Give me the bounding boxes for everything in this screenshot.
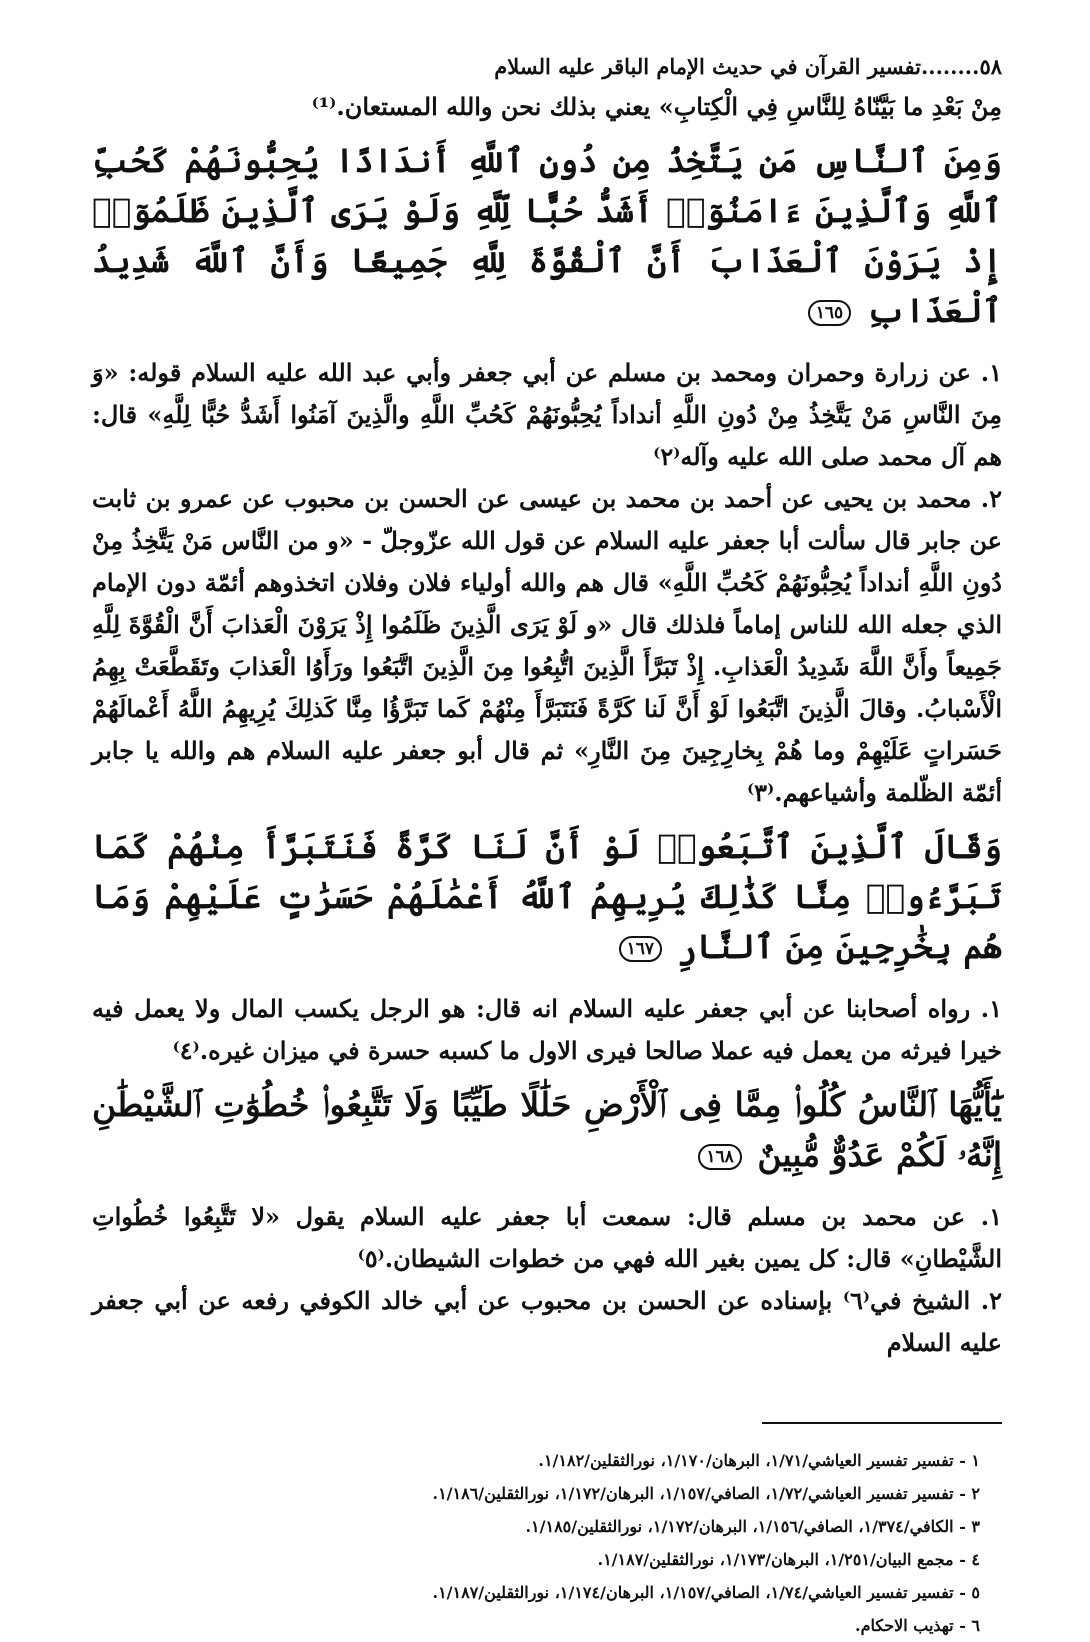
verse-number: ١٦٨ xyxy=(698,1144,741,1170)
hadith-paragraph: ١. عن زرارة وحمران ومحمد بن مسلم عن أبي جعفر وأبي عبد الله عليه السلام قوله: «وَ مِنَ النَّاسِ مَنْ يَتَّخِذُ مِنْ دُونِ اللَّهِ أنداداً يُحِبُّونَهُمْ كَحُبِّ اللَّهِ والَّذِينَ آمَنُوا أَشَدُّ حُبًّا لِلَّهِ» قال: هم آل محمد صلى الله عليه وآله⁽٢⁾ xyxy=(92,358,1002,471)
verse-number: ١٦٥ xyxy=(808,300,851,326)
footnote: ٤ - مجمع البيان/١/٢٥١، البرهان/١/١٧٣، نورالثقلين/١/١٨٧. xyxy=(597,1550,980,1569)
running-title: ٥٨........تفسير القرآن في حديث الإمام الباقر عليه السلام xyxy=(494,54,1002,79)
footnote: ٦ - تهذيب الاحكام. xyxy=(855,1616,980,1635)
verse-text: يَٰٓأَيُّهَا ٱلنَّاسُ كُلُوا۟ مِمَّا فِى ٱلْأَرْضِ حَلَٰلًا طَيِّبًا وَلَا تَتَّبِعُوا۟ خُطُوَٰتِ ٱلشَّيْطَٰنِ إِنَّهُۥ لَكُمْ عَدُوٌّ مُّبِينٌ xyxy=(92,1085,1002,1174)
running-header xyxy=(92,52,1002,82)
hadith-paragraph: ٢. محمد بن يحيى عن أحمد بن محمد بن عيسى عن الحسن بن محبوب عن عمرو بن ثابت عن جابر قال سألت أبا جعفر عليه السلام عن قول الله عزّوجلّ - «و من النَّاس مَنْ يَتَّخِذُ مِنْ دُونِ اللَّهِ أنداداً يُحِبُّونَهُمْ كَحُبِّ اللَّهِ» قال هم والله أولياء فلان وفلان اتخذوهم أئمّة دون الإمام الذي جعله الله للناس إماماً فلذلك قال «و لَوْ يَرَى الَّذِينَ ظَلَمُوا إِذْ يَرَوْنَ الْعَذابَ أَنَّ الْقُوَّةَ لِلَّهِ جَمِيعاً وأَنَّ اللَّهَ شَدِيدُ الْعَذابِ. إِذْ تَبَرَّأَ الَّذِينَ اتُّبِعُوا مِنَ الَّذِينَ اتَّبَعُوا ورَأَوُا الْعَذابَ وتَقَطَّعَتْ بِهِمُ الْأَسْبابُ. وقالَ الَّذِينَ اتَّبَعُوا لَوْ أَنَّ لَنا كَرَّةً فَنَتَبَرَّأَ مِنْهُمْ كَما تَبَرَّؤُا مِنَّا كَذلِكَ يُرِيهِمُ اللَّهُ أَعْمالَهُمْ حَسَراتٍ عَلَيْهِمْ وما هُمْ بِخارِجِينَ مِنَ النَّارِ» ثم قال أبو جعفر عليه السلام هم والله يا جابر أئمّة الظّلمة وأشياعهم.⁽٣⁾ xyxy=(92,484,1003,807)
intro-text: مِنْ بَعْدِ ما بَيَّنّاهُ لِلنَّاسِ فِي الْكِتابِ» يعني بذلك نحن والله المستعان.⁽¹⁾ xyxy=(311,92,1002,121)
quran-verse-165 xyxy=(92,136,1002,336)
footnote: ٢ - تفسير تفسير العياشي/١/٧٢، الصافي/١/١٥٧، البرهان/١/١٧٢، نورالثقلين/١/١٨٦. xyxy=(432,1484,980,1503)
quran-verse-167 xyxy=(92,822,1002,972)
hadith-paragraph: ١. عن محمد بن مسلم قال: سمعت أبا جعفر عليه السلام يقول «لا تَتَّبِعُوا خُطُواتِ الشَّيْطانِ» قال: كل يمين بغير الله فهي من خطوات الشيطان.⁽٥⁾ xyxy=(92,1202,1002,1273)
verse-number: ١٦٧ xyxy=(619,936,662,962)
footnote: ٥ - تفسير تفسير العياشي/١/٧٤، الصافي/١/١٥٧، البرهان/١/١٧٤، نورالثقلين/١/١٨٧. xyxy=(432,1583,980,1602)
hadith-paragraph: ١. رواه أصحابنا عن أبي جعفر عليه السلام انه قال: هو الرجل يكسب المال ولا يعمل فيه خيرا فيرثه من يعمل فيه عملا صالحا فيرى الاول ما كسبه حسرة في ميزان غيره.⁽٤⁾ xyxy=(92,994,1002,1065)
verse-text: وَمِنَ ٱلنَّاسِ مَن يَتَّخِذُ مِن دُونِ ٱللَّهِ أَندَادًا يُحِبُّونَهُمْ كَحُبِّ ٱللَّهِ وَٱلَّذِينَ ءَامَنُوٓا۟ أَشَدُّ حُبًّا لِّلَّهِ وَلَوْ يَرَى ٱلَّذِينَ ظَلَمُوٓا۟ إِذْ يَرَوْنَ ٱلْعَذَابَ أَنَّ ٱلْقُوَّةَ لِلَّهِ جَمِيعًا وَأَنَّ ٱللَّهَ شَدِيدُ ٱلْعَذَابِ xyxy=(92,141,1002,330)
footnote: ٣ - الكافي/١/٣٧٤، الصافي/١/١٥٦، البرهان/١/١٧٢، نورالثقلين/١/١٨٥. xyxy=(525,1517,980,1536)
verse-text: وَقَالَ ٱلَّذِينَ ٱتَّبَعُوا۟ لَوْ أَنَّ لَنَا كَرَّةً فَنَتَبَرَّأَ مِنْهُمْ كَمَا تَبَرَّءُوا۟ مِنَّا كَذَٰلِكَ يُرِيهِمُ ٱللَّهُ أَعْمَٰلَهُمْ حَسَرَٰتٍ عَلَيْهِمْ وَمَا هُم بِخَٰرِجِينَ مِنَ ٱلنَّارِ xyxy=(92,827,1002,966)
quran-verse-168 xyxy=(92,1080,1002,1180)
footnote-divider xyxy=(762,1422,1002,1424)
footnote: ١ - تفسير تفسير العياشي/١/٧١، البرهان/١/١٧٠، نورالثقلين/١/١٨٢. xyxy=(538,1451,980,1470)
hadith-paragraph: ٢. الشيخ في⁽٦⁾ بإسناده عن الحسن بن محبوب عن أبي خالد الكوفي رفعه عن أبي جعفر عليه السلام xyxy=(92,1286,1002,1357)
footnotes xyxy=(92,1444,980,1642)
